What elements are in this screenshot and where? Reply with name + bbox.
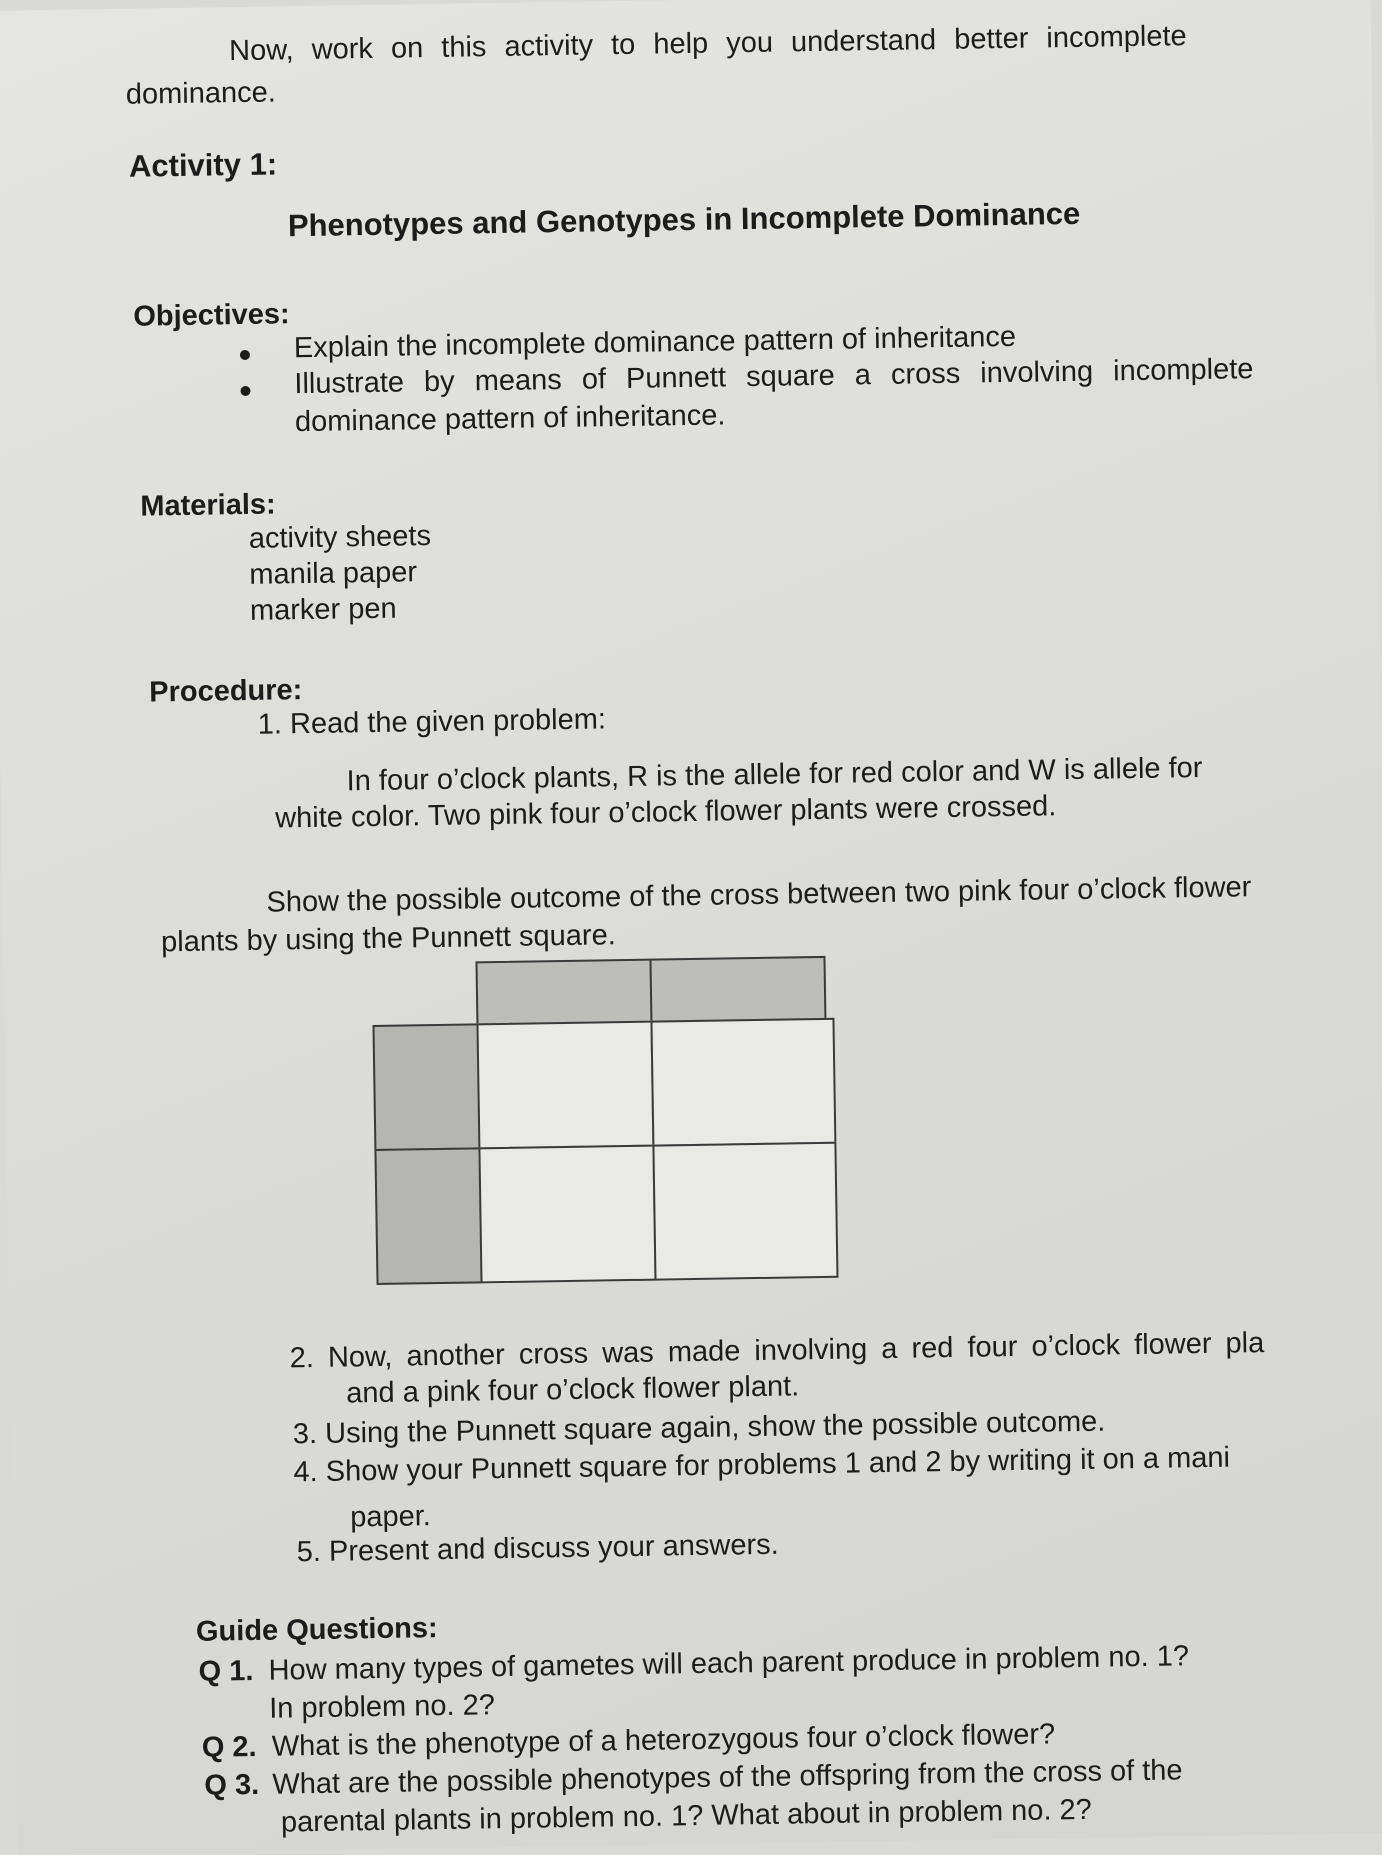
bullet-icon — [240, 383, 250, 401]
task-line-2: plants by using the Punnett square. — [160, 919, 616, 959]
activity-label: Activity 1: — [128, 146, 278, 184]
punnett-square — [372, 956, 855, 1297]
guide-heading: Guide Questions: — [195, 1612, 438, 1648]
q1-text-cont: In problem no. 2? — [268, 1689, 496, 1725]
punnett-header-left-1 — [372, 1023, 480, 1151]
punnett-cell — [476, 1021, 654, 1150]
q2-label: Q 2. — [201, 1730, 257, 1764]
procedure-step-4: 4. Show your Punnett square for problems 1 and 2 by writing it on a mani — [293, 1441, 1231, 1489]
q1-text: How many types of gametes will each parent produce in problem no. 1? — [268, 1640, 1190, 1687]
punnett-header-top-1 — [475, 959, 652, 1026]
materials-heading: Materials: — [140, 488, 276, 523]
q3-label: Q 3. — [204, 1768, 260, 1802]
q2-text: What is the phenotype of a heterozygous four o’clock flower? — [271, 1718, 1056, 1763]
activity-title: Phenotypes and Genotypes in Incomplete Dominance — [287, 195, 1081, 244]
procedure-step-2-cont: and a pink four o’clock flower plant. — [346, 1370, 800, 1410]
problem-line-2: white color. Two pink four o’clock flower plants were crossed. — [274, 790, 1057, 835]
q1-label: Q 1. — [198, 1654, 254, 1688]
punnett-cell — [652, 1142, 838, 1281]
bullet-icon — [240, 347, 250, 365]
q3-text: What are the possible phenotypes of the offspring from the cross of the — [272, 1754, 1183, 1801]
procedure-step-3: 3. Using the Punnett square again, show the possible outcome. — [292, 1405, 1106, 1451]
intro-line-1: Now, work on this activity to help you understand better incomplete — [228, 20, 1187, 68]
task-line-1: Show the possible outcome of the cross between two pink four o’clock flower — [266, 871, 1252, 919]
objective-item-2-cont: dominance pattern of inheritance. — [294, 399, 726, 439]
punnett-header-top-2 — [649, 956, 826, 1023]
procedure-step-2: 2. Now, another cross was made involving a red four o’clock flower pla — [289, 1327, 1265, 1375]
punnett-header-left-2 — [374, 1147, 482, 1285]
punnett-cell — [478, 1145, 656, 1284]
objectives-heading: Objectives: — [133, 298, 290, 333]
objective-item-1: Explain the incomplete dominance pattern of inheritance — [293, 320, 1017, 365]
procedure-step-1: 1. Read the given problem: — [257, 703, 607, 741]
intro-line-2: dominance. — [125, 76, 277, 111]
material-item: activity sheets — [248, 520, 432, 555]
material-item: marker pen — [249, 592, 397, 627]
procedure-step-4-cont: paper. — [349, 1500, 432, 1534]
q3-text-cont: parental plants in problem no. 1? What about in problem no. 2? — [280, 1793, 1093, 1839]
problem-line-1: In four o’clock plants, R is the allele for red color and W is allele for — [346, 751, 1203, 798]
procedure-step-5: 5. Present and discuss your answers. — [296, 1528, 779, 1569]
punnett-cell — [650, 1018, 836, 1147]
procedure-heading: Procedure: — [148, 674, 303, 709]
objective-item-2: Illustrate by means of Punnett square a cross involving incomplete — [294, 353, 1254, 401]
material-item: manila paper — [249, 556, 418, 591]
